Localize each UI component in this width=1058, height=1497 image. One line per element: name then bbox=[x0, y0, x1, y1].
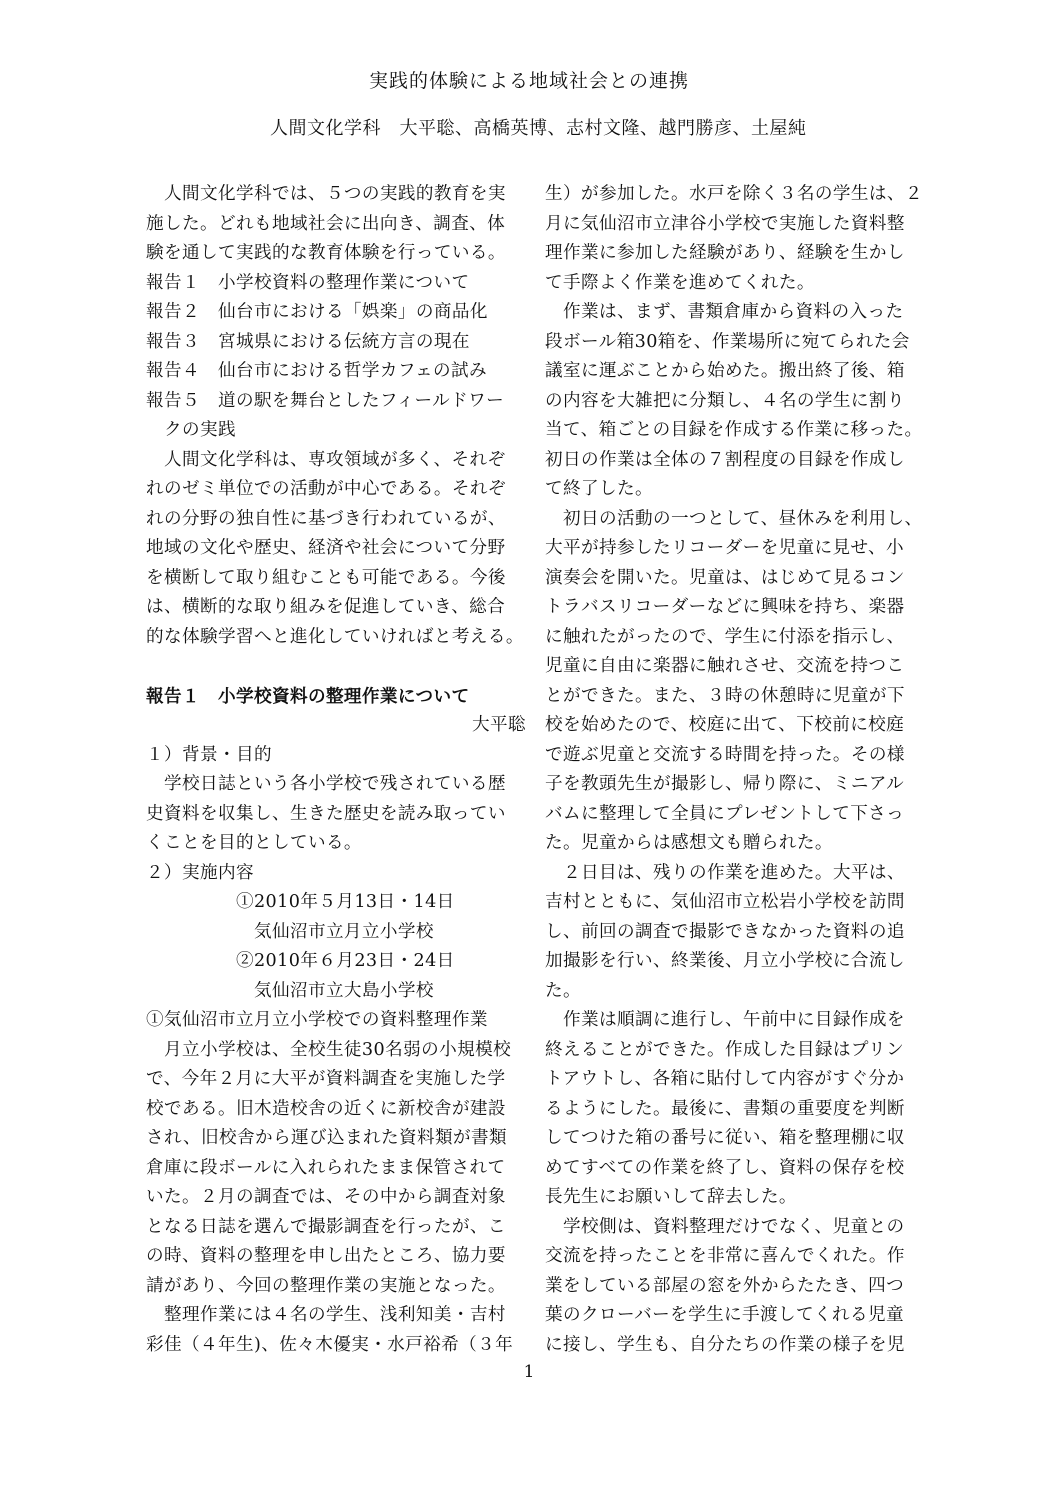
text-line: バムに整理して全員にプレゼントして下さっ bbox=[545, 803, 905, 824]
text-line: 作業は順調に進行し、午前中に目録作成を bbox=[545, 1010, 905, 1030]
text-line: 理作業に参加した経験があり、経験を生かし bbox=[545, 243, 905, 263]
section-heading: 報告１ 小学校資料の整理作業について bbox=[146, 685, 470, 707]
text-line: で、今年２月に大平が資料調査を実施した学 bbox=[146, 1069, 506, 1089]
text-line: 業をしている部屋の窓を外からたたき、四つ bbox=[545, 1275, 905, 1296]
text-line: 生）が参加した。水戸を除く３名の学生は、２ bbox=[545, 184, 923, 204]
text-line: 交流を持ったことを非常に喜んでくれた。作 bbox=[545, 1246, 905, 1266]
text-line: 報告５ 道の駅を舞台としたフィールドワー bbox=[146, 390, 505, 411]
text-line: 演奏会を開いた。児童は、はじめて見るコン bbox=[545, 567, 905, 588]
text-line: た。児童からは感想文も贈られた。 bbox=[545, 833, 833, 853]
text-line: ①2010年５月13日・14日 bbox=[146, 892, 455, 912]
left-column bbox=[146, 180, 526, 1360]
paper-title: 実践的体験による地域社会との連携 bbox=[368, 70, 689, 92]
text-line: 報告２ 仙台市における「娯楽」の商品化 bbox=[146, 302, 488, 322]
text-line: 人間文化学科では、５つの実践的教育を実 bbox=[146, 184, 506, 204]
text-line: 子を教頭先生が撮影し、帰り際に、ミニアル bbox=[545, 774, 905, 794]
text-line: となる日誌を選んで撮影調査を行ったが、こ bbox=[146, 1216, 506, 1237]
text-line: してつけた箱の番号に従い、箱を整理棚に収 bbox=[545, 1128, 905, 1148]
text-line: トラバスリコーダーなどに興味を持ち、楽器 bbox=[545, 597, 905, 617]
text-line: トアウトし、各箱に貼付して内容がすぐ分か bbox=[545, 1069, 905, 1089]
text-line: 報告４ 仙台市における哲学カフェの試み bbox=[146, 361, 488, 381]
text-line: 人間文化学科は、専攻領域が多く、それぞ bbox=[146, 449, 506, 470]
text-line: 初日の作業は全体の７割程度の目録を作成し bbox=[545, 449, 905, 470]
text-line: ２日目は、残りの作業を進めた。大平は、 bbox=[545, 862, 905, 883]
text-line: に触れたがったので、学生に付添を指示し、 bbox=[545, 626, 905, 647]
text-line: 月に気仙沼市立津谷小学校で実施した資料整 bbox=[545, 213, 905, 234]
text-line: 地域の文化や歴史、経済や社会について分野 bbox=[146, 538, 506, 558]
text-line: 終えることができた。作成した目録はプリン bbox=[545, 1039, 905, 1060]
text-line: 長先生にお願いして辞去した。 bbox=[545, 1187, 797, 1207]
text-line: ②2010年６月23日・24日 bbox=[146, 951, 455, 971]
text-line: 大平が持参したリコーダーを児童に見せ、小 bbox=[545, 538, 904, 558]
text-line: れの分野の独自性に基づき行われているが、 bbox=[146, 508, 506, 529]
text-line: は、横断的な取り組みを促進していき、総合 bbox=[146, 597, 506, 617]
text-line: て終了した。 bbox=[545, 479, 653, 499]
text-line: 験を通して実践的な教育体験を行っている。 bbox=[146, 243, 506, 263]
text-line: くことを目的としている。 bbox=[146, 833, 362, 853]
text-line: 初日の活動の一つとして、昼休みを利用し、 bbox=[545, 508, 923, 529]
text-line: １）背景・目的 bbox=[146, 744, 272, 765]
text-line bbox=[146, 652, 526, 682]
text-line: 的な体験学習へと進化していければと考える。 bbox=[146, 626, 524, 647]
right-column bbox=[545, 180, 923, 1360]
text-line: めてすべての作業を終了し、資料の保存を校 bbox=[545, 1157, 905, 1178]
text-line: ①気仙沼市立月立小学校での資料整理作業 bbox=[146, 1010, 488, 1030]
author-line: 人間文化学科 大平聡、高橋英博、志村文隆、越門勝彦、土屋純 bbox=[270, 118, 807, 139]
text-line: た。 bbox=[545, 980, 581, 1001]
text-line: 作業は、まず、書類倉庫から資料の入った bbox=[545, 302, 904, 322]
text-line: 吉村とともに、気仙沼市立松岩小学校を訪問 bbox=[545, 892, 905, 912]
text-line: 気仙沼市立大島小学校 bbox=[146, 980, 434, 1001]
text-line: 学校側は、資料整理だけでなく、児童との bbox=[545, 1216, 905, 1237]
text-line: 報告１ 小学校資料の整理作業について bbox=[146, 272, 470, 293]
text-line: 報告３ 宮城県における伝統方言の現在 bbox=[146, 331, 470, 352]
text-line: て手際よく作業を進めてくれた。 bbox=[545, 272, 815, 293]
text-line: 整理作業には４名の学生、浅利知美・吉村 bbox=[146, 1305, 506, 1325]
text-line: 気仙沼市立月立小学校 bbox=[146, 921, 434, 942]
text-line: 請があり、今回の整理作業の実施となった。 bbox=[146, 1275, 506, 1296]
text-line: 葉のクローバーを学生に手渡してくれる児童 bbox=[545, 1305, 904, 1325]
text-line: るようにした。最後に、書類の重要度を判断 bbox=[545, 1098, 905, 1119]
text-line: クの実践 bbox=[146, 420, 236, 440]
text-line: 史資料を収集し、生きた歴史を読み取ってい bbox=[146, 803, 506, 824]
text-line: 当て、箱ごとの目録を作成する作業に移った。 bbox=[545, 420, 923, 440]
text-line: ２）実施内容 bbox=[146, 862, 254, 883]
text-line: 彩佳（４年生)、佐々木優実・水戸裕希（３年 bbox=[146, 1334, 514, 1355]
text-line: 校を始めたので、校庭に出て、下校前に校庭 bbox=[545, 715, 905, 735]
text-line: 議室に運ぶことから始めた。搬出終了後、箱 bbox=[545, 361, 905, 381]
text-line: し、前回の調査で撮影できなかった資料の追 bbox=[545, 921, 905, 942]
text-line: 加撮影を行い、終業後、月立小学校に合流し bbox=[545, 951, 905, 971]
page-number: 1 bbox=[523, 1362, 535, 1382]
text-line: れのゼミ単位での活動が中心である。それぞ bbox=[146, 479, 506, 499]
text-line: を横断して取り組むことも可能である。今後 bbox=[146, 567, 506, 588]
text-line: 施した。どれも地域社会に出向き、調査、体 bbox=[146, 213, 506, 234]
text-line: に接し、学生も、自分たちの作業の様子を児 bbox=[545, 1334, 905, 1355]
text-line: とができた。また、３時の休憩時に児童が下 bbox=[545, 685, 905, 706]
text-line: で遊ぶ児童と交流する時間を持った。その様 bbox=[545, 744, 905, 765]
text-line: 段ボール箱30箱を、作業場所に宛てられた会 bbox=[545, 331, 910, 352]
text-line: 児童に自由に楽器に触れさせ、交流を持つこ bbox=[545, 656, 905, 676]
text-line: いた。２月の調査では、その中から調査対象 bbox=[146, 1187, 506, 1207]
text-line: され、旧校舎から運び込まれた資料類が書類 bbox=[146, 1128, 507, 1148]
text-line: の時、資料の整理を申し出たところ、協力要 bbox=[146, 1246, 506, 1266]
text-line: の内容を大雑把に分類し、４名の学生に割り bbox=[545, 390, 905, 411]
text-line: 月立小学校は、全校生徒30名弱の小規模校 bbox=[146, 1039, 512, 1060]
text-line: 校である。旧木造校舎の近くに新校舎が建設 bbox=[146, 1098, 506, 1119]
section-author: 大平聡 bbox=[472, 715, 526, 735]
text-line: 倉庫に段ボールに入れられたまま保管されて bbox=[146, 1157, 506, 1178]
text-line: 学校日誌という各小学校で残されている歴 bbox=[146, 774, 506, 794]
